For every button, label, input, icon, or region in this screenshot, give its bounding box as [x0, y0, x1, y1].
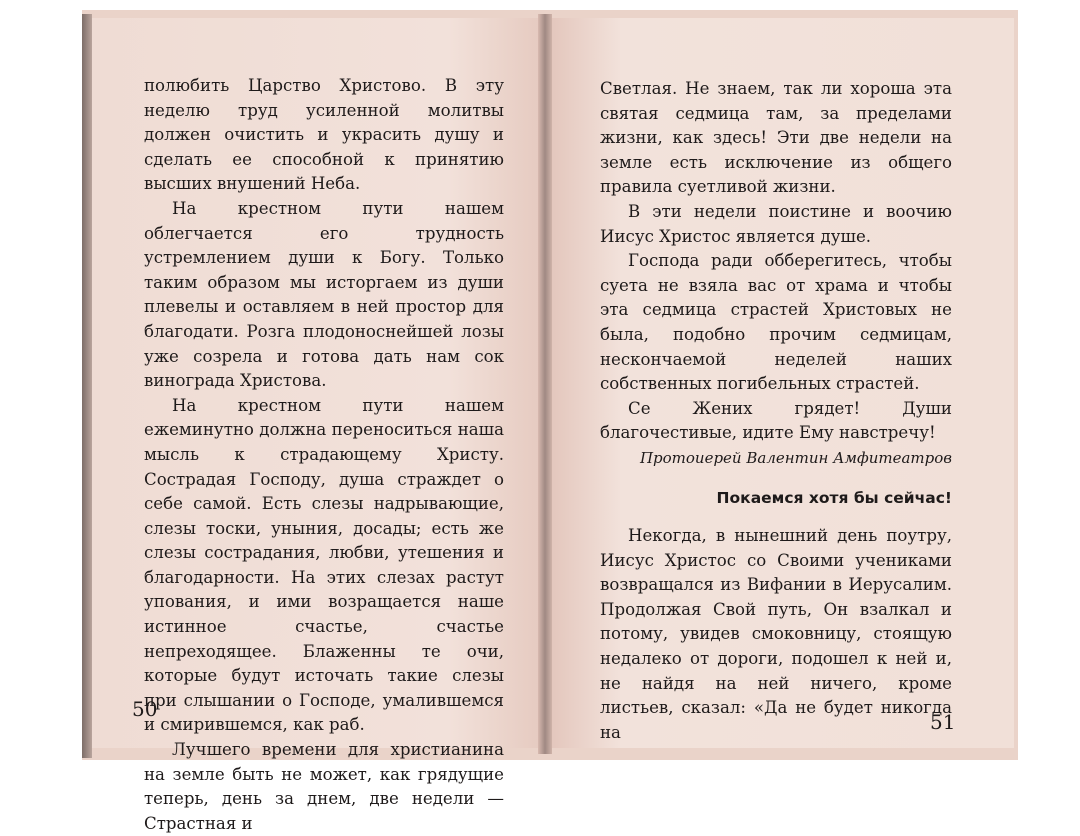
section-heading: Покаемся хотя бы сейчас! — [716, 489, 952, 507]
book-gutter — [538, 14, 552, 754]
paragraph: Господа ради обберегитесь, чтобы суета не взяла вас от храма и чтобы эта седмица страстей Христовых не была, подобно прочим седмицам, нескончаемой неделей наших собственных погибельных страстей. — [600, 251, 952, 394]
signature: Протоиерей Валентин Амфитеатров — [639, 448, 952, 467]
paragraph: Некогда, в нынешний день поутру, Иисус Христос со Своими учениками возвращался из Вифании в Иерусалим. Продолжая Свой путь, Он взалкал и потому, увидев смоковницу, стоящую недалеко от дороги, подошел к ней и, не найдя на ней ничего, кроме листьев, сказал: «Да не будет никогда на — [600, 526, 952, 742]
page-number-right: 51 — [930, 710, 956, 734]
left-page-text — [144, 74, 504, 836]
paragraph: На крестном пути нашем ежеминутно должна переноситься наша мысль к страдающему Христу. Сострадая Господу, душа страждет о себе самой. Есть слезы надрывающие, слезы тоски, уныния, досады; есть же слезы сострадания, любви, утешения и благодарности. На этих слезах растут упования, и ими возращается наше истинное счастье, счастье непреходящее. Блаженны те очи, которые будут источать такие слезы при слышании о Господе, умалившемся и смирившемся, как раб. — [144, 395, 504, 735]
paragraph: В эти недели поистине и воочию Иисус Христос является душе. — [600, 201, 952, 246]
paragraph: На крестном пути нашем облегчается его трудность устремлением души к Богу. Только таким образом мы исторгаем из души плевелы и оставляем в ней простор для благодати. Розга плодоноснейшей лозы уже созрела и готова дать нам сок винограда Христова. — [144, 198, 504, 391]
page-number-left: 50 — [132, 697, 158, 721]
book-edge — [82, 14, 92, 758]
paragraph: Се Жених грядет! Души благочестивые, идите Ему навстречу! — [600, 398, 952, 443]
right-page-text — [600, 77, 952, 471]
paragraph: Светлая. Не знаем, так ли хороша эта святая седмица там, за пределами жизни, как здесь! Эти две недели на земле есть исключение из общего правила суетливой жизни. — [600, 79, 952, 197]
right-page-text-2 — [600, 524, 952, 745]
paragraph: полюбить Царство Христово. В эту неделю труд усиленной молитвы должен очистить и украсить душу и сделать ее способной к принятию высших внушений Неба. — [144, 76, 504, 194]
paragraph: Лучшего времени для христианина на земле быть не может, как грядущие теперь, день за днем, две недели — Страстная и — [144, 740, 504, 833]
